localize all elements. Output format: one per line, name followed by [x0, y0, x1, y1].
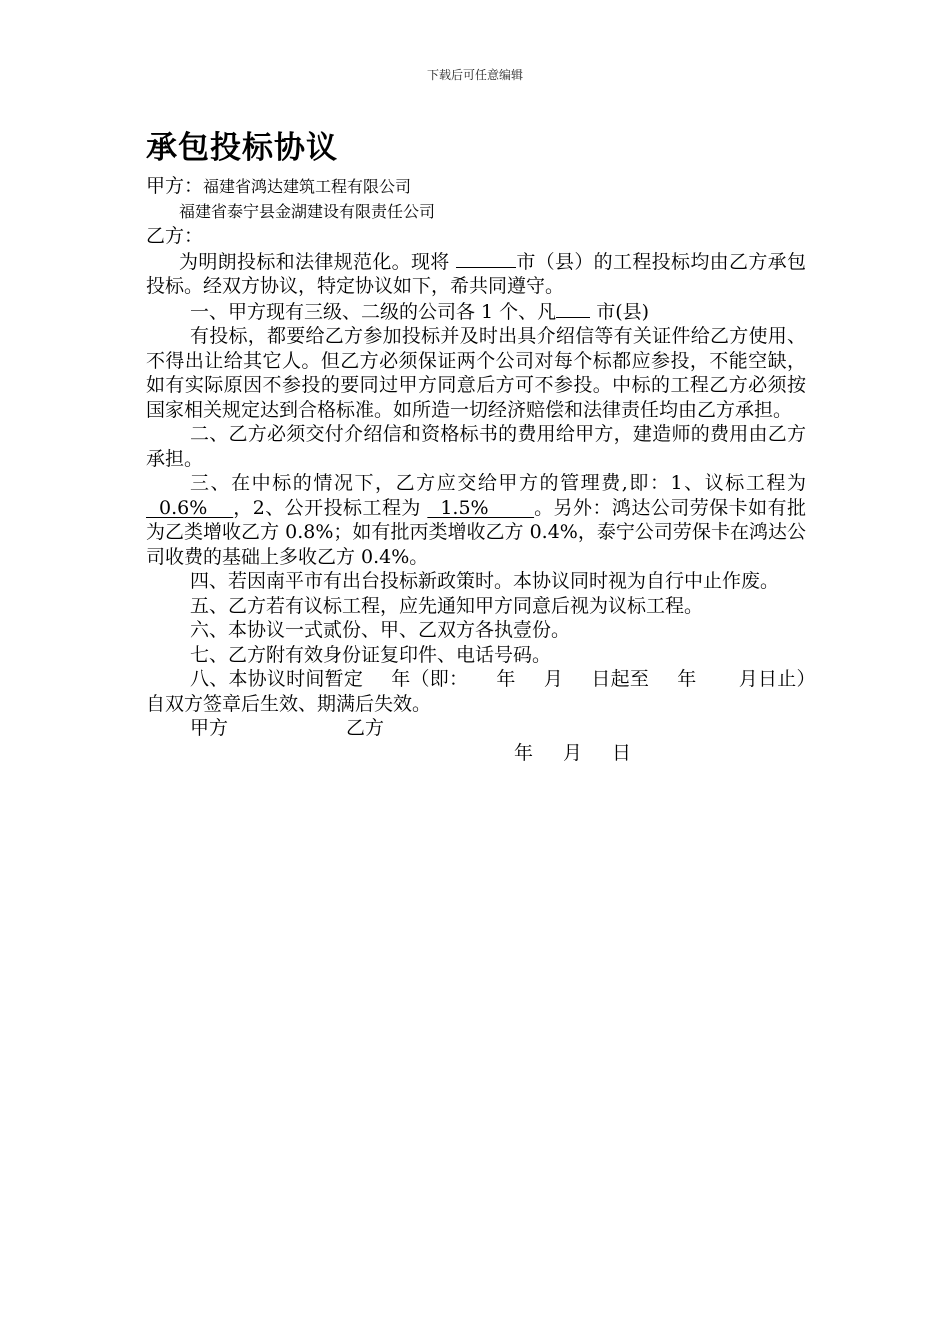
clause-8-year-3: 年: [677, 668, 697, 690]
negotiated-rate: 0.6%: [146, 496, 234, 519]
clause-1-heading: [146, 299, 806, 325]
clause-8-month-1: 月: [543, 668, 564, 690]
signature-party-a: 甲方: [190, 717, 229, 739]
clause-8-text-1: 八、本协议时间暂定: [190, 668, 364, 690]
signature-party-b: 乙方: [346, 717, 385, 739]
intro-text-1: 为明朗投标和法律规范化。现将: [179, 250, 457, 273]
date-day: 日: [612, 741, 632, 764]
city-blank: [456, 249, 516, 268]
clause-8-year-1: 年（即：: [391, 668, 469, 690]
header-note: 下载后可任意编辑: [426, 68, 523, 82]
intro-paragraph: [146, 249, 806, 299]
clause-8: [146, 667, 806, 716]
party-a-company-1: 福建省鸿达建筑工程有限公司: [203, 177, 412, 196]
clause-8-month-2: 月: [738, 668, 758, 690]
signature-line: [146, 716, 806, 741]
party-b-line: [146, 224, 806, 249]
clause-8-text-2: 日止）自双方签章后生效、期满后失效。: [146, 668, 806, 715]
clause-3: [146, 471, 806, 569]
clause-8-day-from: 日起至: [591, 668, 650, 690]
signature-date-line: [146, 741, 806, 766]
party-a-company-2: 福建省泰宁县金湖建设有限责任公司: [179, 201, 436, 221]
clause-3-text-1: 三、在中标的情况下，乙方应交给甲方的管理费,即：1、议标工程为: [190, 472, 806, 494]
date-month: 月: [563, 741, 583, 764]
intro-text-2: 市（县）的工程投标均由乙方承包投标。经双方协议，特定协议如下，希共同遵守。: [146, 250, 806, 297]
clause-6: 六、本协议一式贰份、甲、乙双方各执壹份。: [190, 619, 571, 641]
clause-2: 二、乙方必须交付介绍信和资格标书的费用给甲方，建造师的费用由乙方承担。: [146, 423, 806, 470]
document-title: 承包投标协议: [146, 130, 338, 166]
party-a-label: 甲方：: [146, 175, 204, 197]
agreement-document: [146, 128, 806, 765]
clause-1-head-text-1: 一、甲方现有三级、二级的公司各 1 个、凡: [190, 300, 557, 323]
clause-7: 七、乙方附有效身份证复印件、电话号码。: [190, 643, 552, 666]
clause-1-body: 有投标，都要给乙方参加投标并及时出具介绍信等有关证件给乙方使用、不得出让给其它人。但乙方必须保证两个公司对每个标都应参投，不能空缺，如有实际原因不参投的要同过甲方同意后方可不参投。中标的工程乙方必须按国家相关规定达到合格标准。如所造一切经济赔偿和法律责任均由乙方承担。: [146, 325, 806, 421]
party-a-line: [146, 174, 806, 200]
party-b-label: 乙方：: [146, 225, 204, 247]
date-year: 年: [514, 741, 534, 764]
clause-3-text-2: ，2、公开投标工程为: [233, 496, 428, 519]
county-blank: [556, 299, 590, 318]
clause-3-text-3: 。另外：鸿达公司劳保卡如有批为乙类增收乙方 0.8%；如有批丙类增收乙方 0.4%，泰宁公司劳保卡在鸿达公司收费的基础上多收乙方 0.4%。: [146, 496, 806, 568]
open-bid-rate: 1.5%: [427, 496, 535, 519]
clause-4: 四、若因南平市有出台投标新政策时。本协议同时视为自行中止作废。: [190, 570, 780, 592]
clause-5: 五、乙方若有议标工程，应先通知甲方同意后视为议标工程。: [190, 594, 704, 617]
clause-8-year-2: 年: [496, 668, 516, 690]
clause-1-head-text-2: 市(县): [590, 300, 650, 323]
